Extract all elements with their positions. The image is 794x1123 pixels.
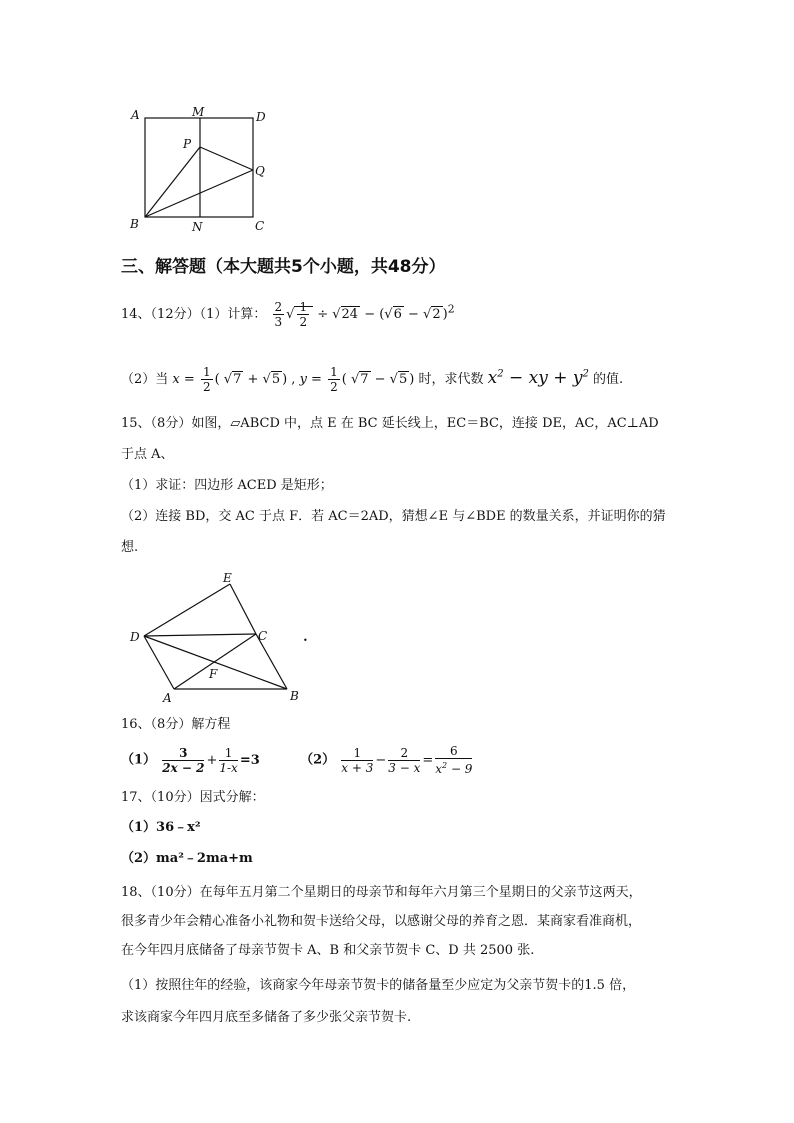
label-p: P [183,137,192,151]
label-m: M [192,105,205,119]
q15-part2-line2: 想. [121,540,139,555]
q14-expression: $\frac{2}{3}$ √ $\frac{1}{2}$ ÷ √24 − (√6 − √2 )$^2$ [274,300,455,329]
q17-title: 17、（10分）因式分解： [121,790,265,805]
q14-part2 [121,365,623,394]
rectangle-figure [125,568,315,708]
label-c2: C [258,629,268,643]
q15-part2-line1: （2）连接 BD，交 AC 于点 F．若 AC＝2AD，猜想∠E 与∠BDE 的数量关系，并证明你的猜 [121,509,666,524]
q14-algebraic-expr: $x^2$ − xy + $y^2$ [487,368,589,388]
label-a2: A [163,691,172,705]
label-c: C [255,219,265,233]
q14-part1 [121,300,455,329]
q17-p1: （1）36﹣x² [121,820,201,835]
svg-text:•: • [303,636,308,645]
q16-eq1-rhs: =3 [239,752,260,768]
q15-line2: 于点 A、 [121,447,174,462]
q16-eq2: $\frac{1}{x + 3}$ − $\frac{2}{3 - x}$ = $\frac{6}{x^2 - 9}$ [341,744,473,776]
section-heading: 三、解答题（本大题共5个小题，共48分） [121,257,446,277]
q14-prefix: 14、（12分）（1）计算： [121,307,267,322]
q16-equations [121,744,474,776]
q18-line3: 在今年四月底储备了母亲节贺卡 A、B 和父亲节贺卡 C、D 共 2500 张. [121,943,535,958]
q16-p1: （1） [121,752,157,768]
q16-p2: （2） [300,752,336,768]
square-figure [125,103,275,235]
q18-part1-line2: 求该商家今年四月底至多储备了多少张父亲节贺卡. [121,1010,412,1025]
label-n: N [192,220,203,234]
label-f: F [209,667,218,681]
q14-part2-end: 的值. [593,372,624,387]
q16-eq1: $\frac{3}{2x - 2}$ + $\frac{1}{1-x}$ =3 [162,745,260,775]
q16-title: 16、（8分）解方程 [121,717,231,732]
label-d: D [256,110,266,124]
q15-part1: （1）求证：四边形 ACED 是矩形； [121,478,333,493]
q18-line1: 18、（10分）在每年五月第二个星期日的母亲节和每年六月第三个星期日的父亲节这两天， [121,885,642,900]
q14-part2-prefix: （2）当 [121,372,169,387]
q14-part2-suffix: 时，求代数 [418,372,484,387]
q18-part1-line1: （1）按照往年的经验，该商家今年母亲节贺卡的储备量至少应定为父亲节贺卡的1.5 倍， [121,978,636,993]
label-d2: D [130,630,140,644]
label-e: E [223,571,232,585]
q18-line2: 很多青少年会精心准备小礼物和贺卡送给父母，以感谢父母的养育之恩．某商家看准商机， [121,914,642,929]
label-a: A [131,108,140,122]
q17-p2: （2）ma²﹣2ma+m [121,851,253,866]
q15-line1: 15、（8分）如图，▱ABCD 中，点 E 在 BC 延长线上，EC＝BC，连接 DE，AC，AC⊥AD [121,416,659,431]
q14-x-value: x = $\frac{1}{2}$ ( √7 + √5 ) , y = $\frac{1}{2}$ ( √7 − √5 ) [172,365,419,394]
label-b: B [130,217,139,231]
label-q: Q [255,164,265,178]
label-b2: B [290,689,299,703]
